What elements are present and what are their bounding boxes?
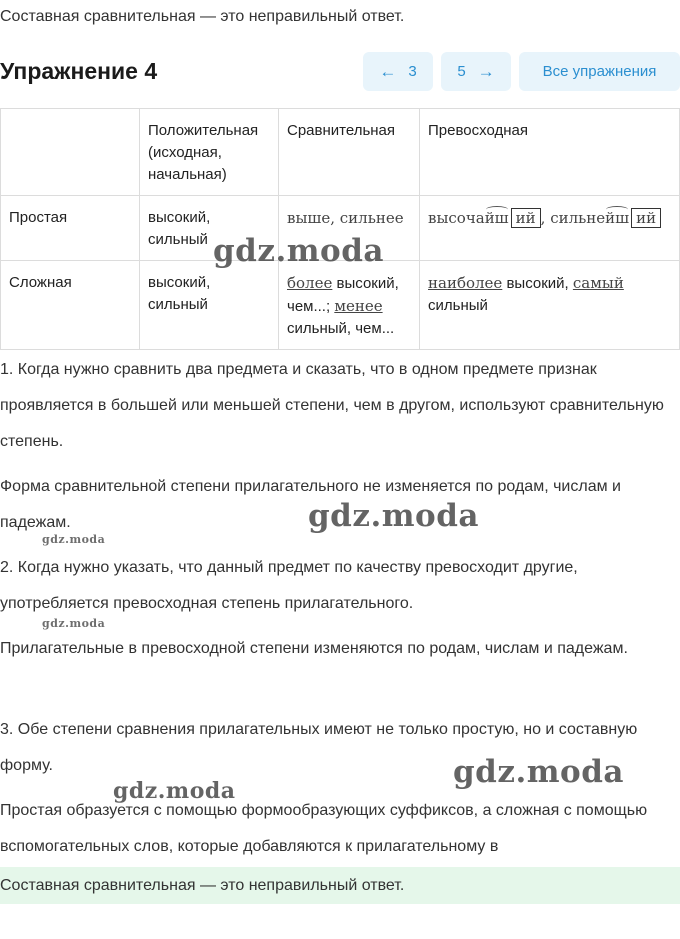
all-exercises-button[interactable] — [519, 52, 680, 91]
positive-cell: высокий, сильный — [140, 196, 279, 261]
watermark: gdz.moda — [308, 498, 479, 534]
table-header-cell: Превосходная — [420, 109, 680, 196]
ending-mark: ий — [631, 208, 661, 228]
paragraph: 2. Когда нужно указать, что данный предмет по качеству превосходит другие, употребляется превосходная степень прилагательного. — [0, 559, 578, 612]
suffix-mark: йш — [605, 209, 630, 227]
table-header-cell — [1, 109, 140, 196]
helper-word: более — [287, 274, 333, 292]
comparative-word: сильнее — [339, 209, 404, 227]
next-exercise-button[interactable] — [441, 52, 511, 91]
all-exercises-label: Все упражнения — [542, 63, 657, 80]
row-label: Сложная — [1, 261, 140, 350]
positive-cell: высокий, сильный — [140, 261, 279, 350]
watermark: gdz.moda — [42, 617, 106, 630]
table-header-row — [1, 109, 680, 196]
helper-word: самый — [572, 274, 624, 292]
top-answer-text: Составная сравнительная — это неправильный ответ. — [0, 8, 405, 25]
paragraph: Простая образуется с помощью формообразующих суффиксов, а сложная с помощью вспомогательных слов, которые добавляются к прилагательному в — [0, 802, 648, 855]
exercise-title: Упражнение 4 — [0, 58, 158, 84]
answer-highlight: Составная сравнительная — это неправильный ответ. — [0, 867, 680, 904]
helper-word: наиболее — [428, 274, 503, 292]
table-row — [1, 261, 680, 350]
prev-exercise-label: 3 — [408, 63, 417, 80]
comparative-word: выше — [287, 209, 331, 227]
table-header-cell: Положительная (исходная, начальная) — [140, 109, 279, 196]
watermark: gdz.moda — [42, 533, 106, 546]
suffix-mark: йш — [484, 209, 509, 227]
paragraph: 3. Обе степени сравнения прилагательных имеют не только простую, но и составную форму. — [0, 721, 638, 774]
watermark: gdz.moda — [113, 778, 236, 804]
watermark: gdz.moda — [213, 233, 384, 269]
degrees-table — [0, 108, 680, 350]
next-exercise-label: 5 — [457, 63, 466, 80]
paragraph: Форма сравнительной степени прилагательного не изменяется по родам, числам и падежам. — [0, 478, 621, 531]
superlative-cell: наиболее высокий, самый сильный — [420, 261, 680, 350]
ending-mark: ий — [511, 208, 541, 228]
comparative-cell: более высокий, чем...; менее сильный, чем... — [279, 261, 420, 350]
table-header-cell: Сравнительная — [279, 109, 420, 196]
helper-word: менее — [334, 297, 383, 315]
arrow-right-icon: → — [477, 61, 495, 81]
comparative-cell: выше, сильнее — [279, 196, 420, 261]
watermark: gdz.moda — [453, 754, 624, 790]
paragraph: Прилагательные в превосходной степени изменяются по родам, числам и падежам. — [0, 640, 628, 657]
paragraph: 1. Когда нужно сравнить два предмета и сказать, что в одном предмете признак проявляется в большей или меньшей степени, чем в другом, используют сравнительную степень. — [0, 361, 664, 450]
row-label: Простая — [1, 196, 140, 261]
superlative-cell: высочайш ий , сильнейш ий — [420, 196, 680, 261]
prev-exercise-button[interactable] — [363, 52, 433, 91]
arrow-left-icon: ← — [379, 61, 397, 81]
